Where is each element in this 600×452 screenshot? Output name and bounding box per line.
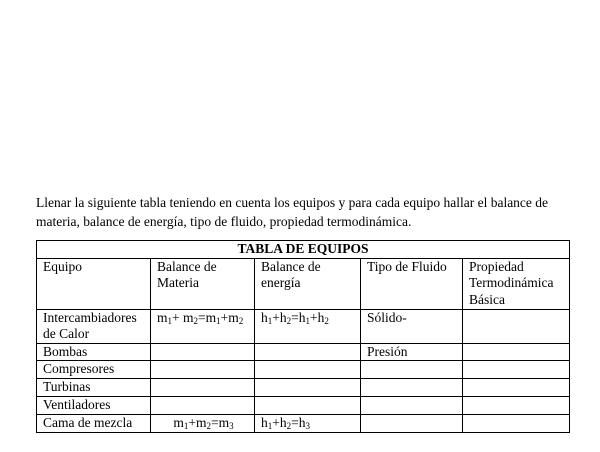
cell-tipo-fluido bbox=[361, 397, 463, 415]
cell-propiedad bbox=[463, 414, 570, 433]
table-row bbox=[37, 309, 570, 343]
cell-propiedad bbox=[463, 361, 570, 379]
cell-equipo: Intercambiadores de Calor bbox=[37, 309, 151, 343]
cell-balance-energia bbox=[255, 379, 361, 397]
table-row bbox=[37, 361, 570, 379]
header-propiedad: Propiedad Termodinámica Básica bbox=[463, 258, 570, 309]
cell-balance-materia bbox=[151, 397, 255, 415]
cell-propiedad bbox=[463, 379, 570, 397]
cell-balance-materia bbox=[151, 343, 255, 361]
cell-tipo-fluido bbox=[361, 414, 463, 433]
cell-balance-energia bbox=[255, 361, 361, 379]
cell-tipo-fluido: Sólido- bbox=[361, 309, 463, 343]
cell-tipo-fluido bbox=[361, 361, 463, 379]
cell-balance-materia: $m_1+m_2=m_3$ bbox=[151, 414, 255, 433]
instructions-paragraph: Llenar la siguiente tabla teniendo en cuenta los equipos y para cada equipo hallar el balance de materia, balance de energía, tipo de fluido, propiedad termodinámica. bbox=[36, 195, 549, 229]
cell-tipo-fluido: Presión bbox=[361, 343, 463, 361]
table-row bbox=[37, 343, 570, 361]
cell-balance-energia bbox=[255, 343, 361, 361]
header-tipo-fluido: Tipo de Fluido bbox=[361, 258, 463, 309]
cell-equipo: Bombas bbox=[37, 343, 151, 361]
cell-propiedad bbox=[463, 309, 570, 343]
cell-tipo-fluido bbox=[361, 379, 463, 397]
table-row bbox=[37, 379, 570, 397]
cell-equipo: Cama de mezcla bbox=[37, 414, 151, 433]
cell-balance-energia bbox=[255, 397, 361, 415]
table-title: TABLA DE EQUIPOS bbox=[37, 241, 570, 259]
table-row bbox=[37, 414, 570, 433]
header-balance-materia: Balance de Materia bbox=[151, 258, 255, 309]
cell-propiedad bbox=[463, 397, 570, 415]
header-equipo: Equipo bbox=[37, 258, 151, 309]
cell-equipo: Ventiladores bbox=[37, 397, 151, 415]
cell-balance-materia bbox=[151, 379, 255, 397]
table-body bbox=[37, 309, 570, 433]
cell-equipo: Turbinas bbox=[37, 379, 151, 397]
cell-balance-energia: $h_1+h_2=h_1+h_2$ bbox=[255, 309, 361, 343]
table-row bbox=[37, 397, 570, 415]
cell-balance-materia bbox=[151, 361, 255, 379]
cell-propiedad bbox=[463, 343, 570, 361]
cell-equipo: Compresores bbox=[37, 361, 151, 379]
cell-balance-materia: $m_1+ m_2=m_1+m_2$ bbox=[151, 309, 255, 343]
equipment-table bbox=[36, 240, 570, 433]
cell-balance-energia: $h_1+h_2=h_3$ bbox=[255, 414, 361, 433]
header-balance-energia: Balance de energía bbox=[255, 258, 361, 309]
